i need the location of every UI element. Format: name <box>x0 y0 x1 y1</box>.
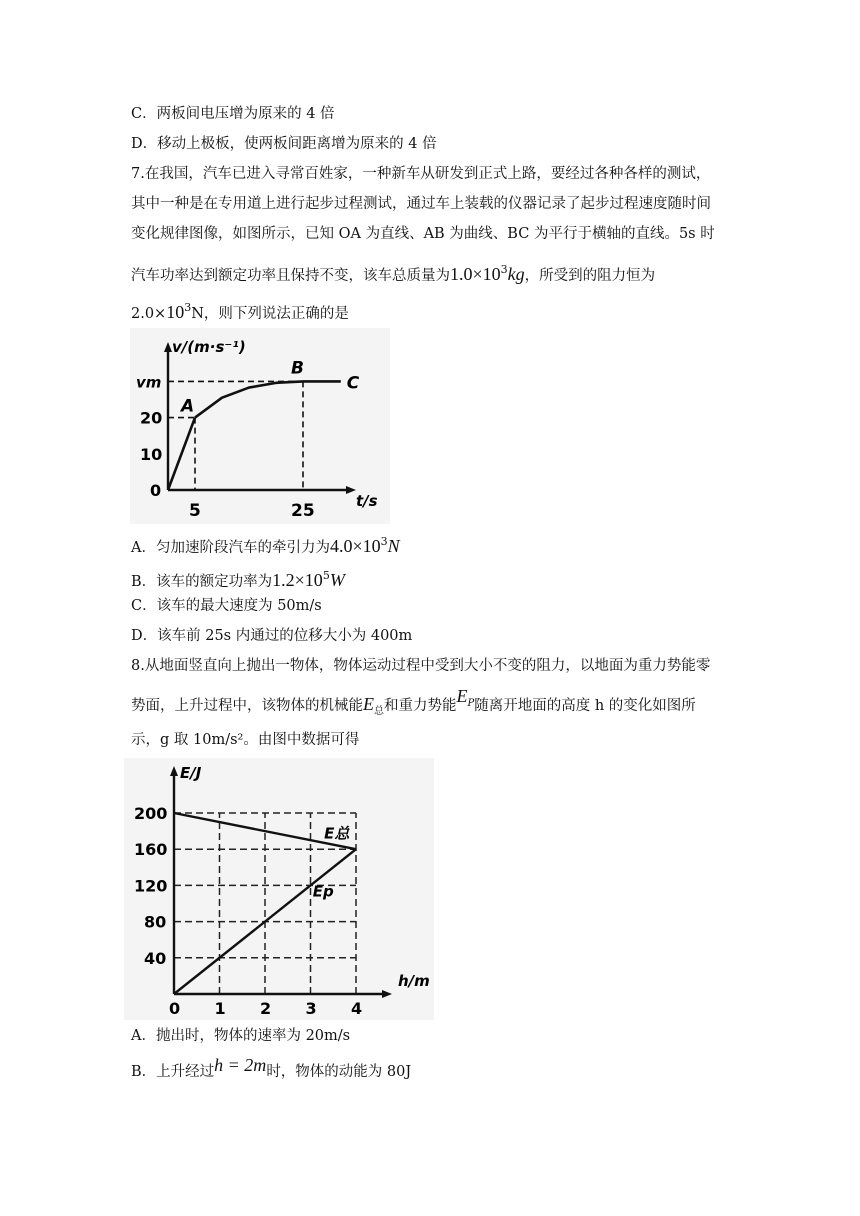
x-tick-4: 4 <box>351 999 363 1018</box>
y-tick-200: 200 <box>134 804 168 823</box>
q7-line4-text-b: ，所受到的阻力恒为 <box>524 268 656 284</box>
q7-stem-line-1: 7.在我国，汽车已进入寻常百姓家，一种新车从研发到正式上路，要经过各种各样的测试， <box>131 166 711 182</box>
q7-stem-line-4 <box>131 260 655 286</box>
y-tick-160: 160 <box>134 840 168 860</box>
q8-stem-line-3: 示，g 取 10m/s²。由图中数据可得 <box>131 732 360 748</box>
q7-option-b-exponent: 5 <box>322 569 330 582</box>
q7-stem-line-2: 其中一种是在专用道上进行起步过程测试，通过车上装载的仪器记录了起步过程速度随时间 <box>131 196 711 212</box>
point-c-label: C <box>346 373 360 394</box>
q8-potential-energy-symbol: E <box>456 686 468 706</box>
q8-mechanical-energy-subscript: 总 <box>374 705 384 717</box>
energy-height-figure <box>124 758 434 1024</box>
q6-option-c: C．两板间电压增为原来的 4 倍 <box>131 106 335 122</box>
y-tick-120: 120 <box>134 876 168 896</box>
q8-option-b-text-b: 时，物体的动能为 80J <box>266 1064 412 1080</box>
q8-stem-line-1: 8.从地面竖直向上抛出一物体，物体运动过程中受到大小不变的阻力，以地面为重力势能零 <box>131 658 711 674</box>
x-tick-1: 1 <box>214 999 226 1018</box>
y-tick-40: 40 <box>144 948 167 968</box>
q7-stem-line-5 <box>131 298 349 324</box>
y-tick-0: 0 <box>150 481 162 500</box>
q7-option-a-unit: N <box>387 536 400 556</box>
q8-line2-text-b: 和重力势能 <box>384 698 457 714</box>
q7-option-d: D．该车前 25s 内通过的位移大小为 400m <box>131 628 413 644</box>
q7-resistance-exponent: 3 <box>184 301 192 314</box>
q7-mass-unit: kg <box>507 264 525 284</box>
energy-height-graph <box>124 758 434 1020</box>
q7-option-a-exponent: 3 <box>380 535 388 548</box>
x-axis-label: t/s <box>356 492 378 510</box>
q7-option-a <box>131 532 400 558</box>
q8-line2-text-a: 势面，上升过程中，该物体的机械能 <box>131 698 363 714</box>
point-b-label: B <box>291 358 304 379</box>
x-tick-25: 25 <box>291 501 315 521</box>
q7-mass-value: 1.0×10 <box>450 264 501 284</box>
y-tick-vm: vm <box>136 373 162 392</box>
q8-option-b <box>131 1055 412 1082</box>
x-tick-2: 2 <box>260 999 272 1018</box>
figure-background <box>124 758 434 1020</box>
x-axis-label: h/m <box>398 972 430 990</box>
q6-option-d: D．移动上极板，使两板间距离增为原来的 4 倍 <box>131 136 437 152</box>
y-axis-label: E/J <box>180 764 202 782</box>
ep-label: Ep <box>312 882 334 901</box>
q7-stem-line-3: 变化规律图像，如图所示，已知 OA 为直线、AB 为曲线、BC 为平行于横轴的直线。5s 时 <box>131 226 715 242</box>
y-tick-10: 10 <box>140 444 163 464</box>
q7-option-b <box>131 566 345 592</box>
e-total-label: E总 <box>324 824 350 843</box>
y-axis-label: v/(m·s⁻¹) <box>172 338 246 356</box>
x-tick-3: 3 <box>305 999 317 1018</box>
q7-option-a-value: 4.0×10 <box>329 536 381 556</box>
q8-mechanical-energy-symbol: E <box>363 694 374 714</box>
q7-line4-text-a: 汽车功率达到额定功率且保持不变，该车总质量为 <box>131 268 450 284</box>
q8-option-b-math: h = 2m <box>214 1055 267 1075</box>
q8-potential-energy-subscript: P <box>467 697 475 709</box>
point-a-label: A <box>181 396 195 417</box>
q7-option-a-text: A．匀加速阶段汽车的牵引力为 <box>131 540 330 556</box>
q7-option-b-text: B．该车的额定功率为 <box>131 574 273 590</box>
q8-option-b-text-a: B．上升经过 <box>131 1064 215 1080</box>
q7-option-b-unit: W <box>329 570 345 590</box>
q7-line5-text-b: N，则下列说法正确的是 <box>191 306 349 322</box>
q7-option-b-value: 1.2×10 <box>272 570 323 590</box>
x-tick-0: 0 <box>169 999 181 1018</box>
x-tick-5: 5 <box>189 501 201 521</box>
y-tick-80: 80 <box>144 912 167 932</box>
y-tick-20: 20 <box>140 408 163 428</box>
q8-line2-text-c: 随离开地面的高度 h 的变化如图所 <box>474 698 696 714</box>
velocity-time-figure <box>130 328 390 528</box>
q8-option-a: A．抛出时，物体的速率为 20m/s <box>131 1028 351 1044</box>
velocity-time-graph <box>130 328 390 524</box>
q7-resistance-power: 10 <box>166 302 185 322</box>
q7-line5-text-a: 2.0× <box>131 306 167 322</box>
q7-mass-exponent: 3 <box>500 263 508 276</box>
q7-option-c: C．该车的最大速度为 50m/s <box>131 598 322 614</box>
q8-stem-line-2 <box>131 686 696 722</box>
